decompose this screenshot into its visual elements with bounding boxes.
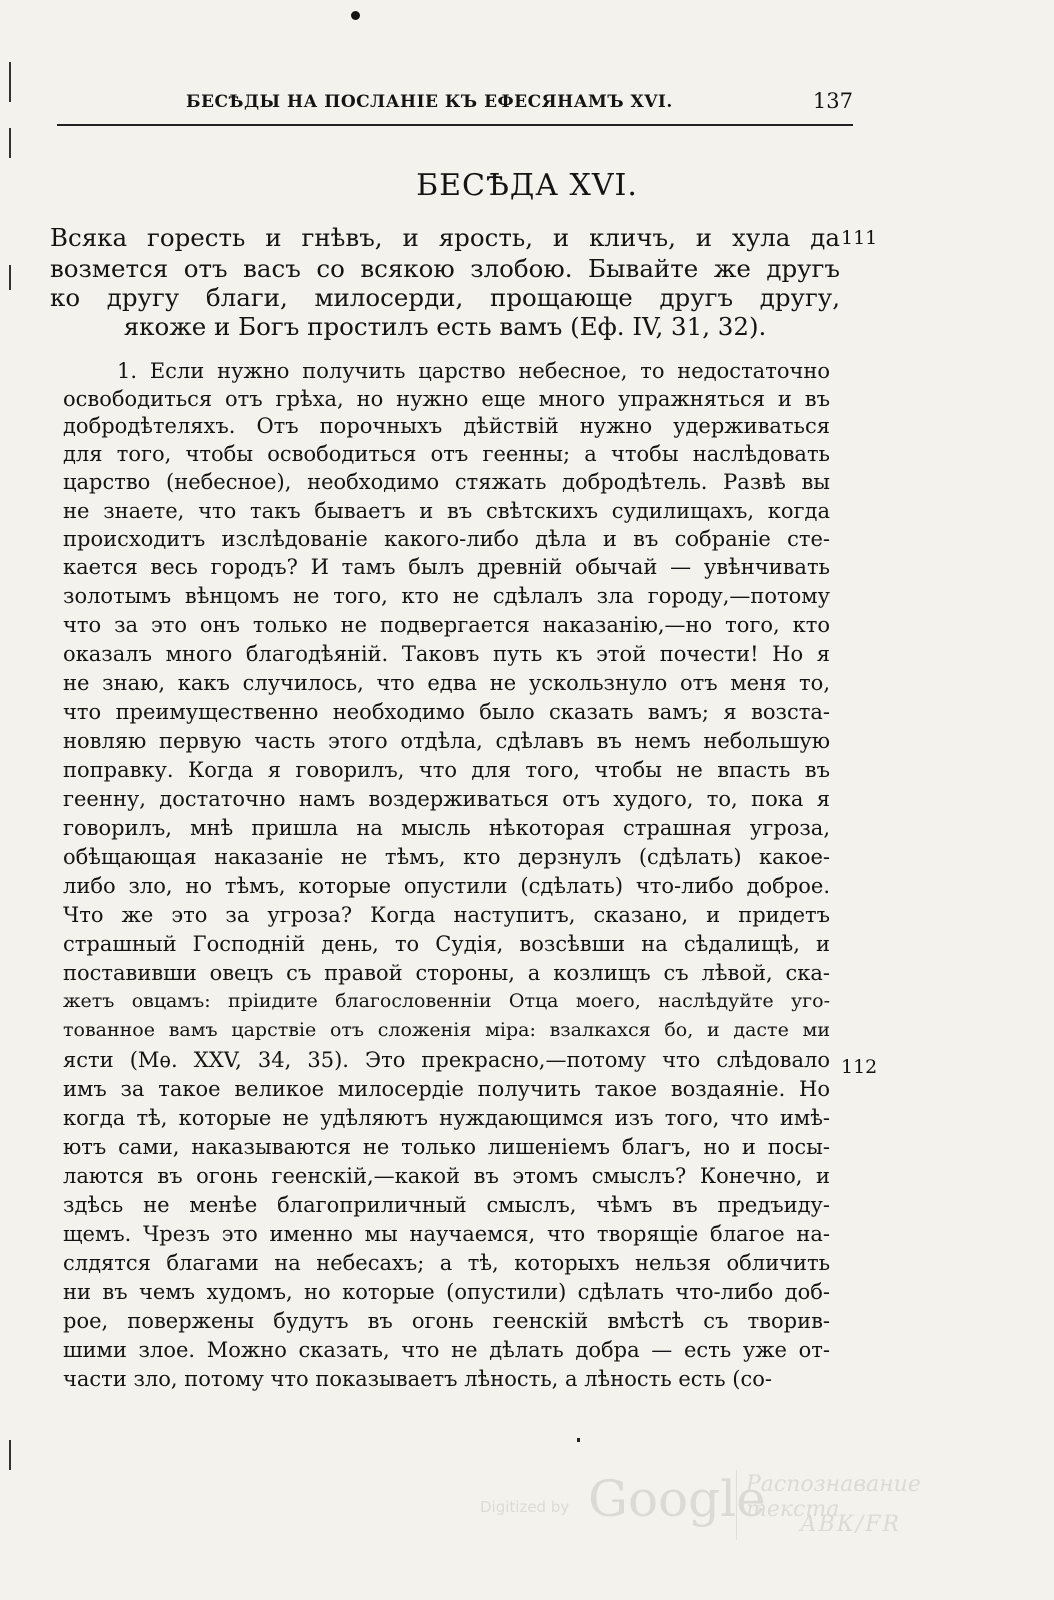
text-line: щемъ. Чрезъ это именно мы научаемся, что творящіе благое на- — [63, 1222, 830, 1246]
page-number: 137 — [812, 89, 853, 113]
epigraph-line: возмется отъ васъ со всякою злобою. Бывайте же другъ — [50, 254, 840, 283]
text-line: страшный Господній день, то Судія, возсѣвши на сѣдалищѣ, и — [63, 932, 830, 956]
text-line: говорилъ, мнѣ пришла на мысль нѣкоторая страшная угроза, — [63, 816, 830, 840]
text-line: поправку. Когда я говорилъ, что для того, чтобы не впасть въ — [63, 758, 830, 782]
text-line: лаются въ огонь геенскій,—какой въ этомъ смыслъ? Конечно, и — [63, 1164, 830, 1188]
text-line: царство (небесное), необходимо стяжать добродѣтель. Развѣ вы — [63, 470, 830, 494]
margin-number: 111 — [841, 227, 878, 249]
text-line: слдятся благами на небесахъ; а тѣ, которыхъ нельзя обличить — [63, 1251, 830, 1275]
text-line: золотымъ вѣнцомъ не того, кто не сдѣлалъ зла городу,—потому — [63, 584, 830, 608]
text-line: когда тѣ, которые не удѣляютъ нуждающимся изъ того, что имѣ- — [63, 1106, 830, 1130]
text-line: геенну, достаточно намъ воздерживаться отъ худого, то, пока я — [63, 787, 830, 811]
digitization-watermark — [480, 1460, 1020, 1550]
ink-dot — [351, 11, 360, 20]
text-line: рое, повержены будутъ въ огонь геенскій вмѣстѣ съ творив- — [63, 1309, 830, 1333]
text-line: ни въ чемъ худомъ, но которые (опустили) сдѣлать что-либо доб- — [63, 1280, 830, 1304]
text-line: происходитъ изслѣдованіе какого-либо дѣла и въ собраніе сте- — [63, 527, 830, 551]
watermark-digitized-by: Digitized by — [480, 1498, 570, 1516]
text-line: либо зло, но тѣмъ, которые опустили (сдѣлать) что-либо доброе. — [63, 874, 830, 898]
running-head — [186, 89, 853, 122]
text-line: поставивши овецъ съ правой стороны, а козлищъ съ лѣвой, ска- — [63, 961, 830, 985]
margin-number: 112 — [841, 1056, 878, 1078]
text-line: жетъ овцамъ: пріидите благословеннiи Отца моего, наслѣдуйте уго- — [63, 990, 830, 1012]
text-line: кается весь городъ? И тамъ былъ древній обычай — увѣнчивать — [63, 555, 830, 579]
header-rule — [57, 124, 853, 126]
scan-edge-mark — [9, 1440, 11, 1470]
scan-edge-mark — [9, 62, 11, 102]
text-line: 1. Если нужно получить царство небесное, то недостаточно — [117, 359, 830, 383]
text-line: оказалъ много благодѣяній. Таковъ путь къ этой почести! Но я — [63, 642, 830, 666]
chapter-heading: БЕСѢДА XVI. — [416, 168, 638, 203]
text-line: добродѣтеляхъ. Отъ порочныхъ дѣйствій нужно удерживаться — [63, 414, 830, 438]
watermark-divider — [736, 1470, 737, 1540]
text-line: ясти (Мѳ. XXV, 34, 35). Это прекрасно,—потому что слѣдовало — [63, 1048, 830, 1072]
epigraph-line: ко другу благи, милосерди, прощающе другъ другу, — [50, 283, 840, 312]
text-line: части зло, потому что показываетъ лѣность, а лѣность есть (со- — [63, 1367, 772, 1391]
running-head-title: БЕСѢДЫ НА ПОСЛАНІЕ КЪ ЕФЕСЯНАМЪ XVI. — [186, 92, 673, 112]
text-line: Что же это за угроза? Когда наступитъ, сказано, и придетъ — [63, 903, 830, 927]
text-line: имъ за такое великое милосердіе получить такое воздаяніе. Но — [63, 1077, 830, 1101]
text-line: не знаете, что такъ бываетъ и въ свѣтскихъ судилищахъ, когда — [63, 499, 830, 523]
text-line: новляю первую часть этого отдѣла, сдѣлавъ въ немъ небольшую — [63, 729, 830, 753]
text-line: тованное вамъ царствіе отъ сложенія міра: взалкахся бо, и дасте ми — [63, 1019, 830, 1041]
ink-speck — [577, 1438, 580, 1442]
text-line: не знаю, какъ случилось, что едва не ускользнуло отъ меня то, — [63, 671, 830, 695]
watermark-abk: АВК/FR — [800, 1512, 902, 1537]
watermark-recognition: Распознавание текста — [746, 1472, 921, 1522]
epigraph-line: якоже и Богъ простилъ есть вамъ (Еф. IV, 31, 32). — [123, 312, 767, 341]
epigraph-line: Всяка горесть и гнѣвъ, и ярость, и кличъ, и хула да — [50, 223, 840, 252]
text-line: для того, чтобы освободиться отъ геенны; а чтобы наслѣдовать — [63, 442, 830, 466]
text-line: что преимущественно необходимо было сказать вамъ; я возста- — [63, 700, 830, 724]
text-line: шими злое. Можно сказать, что не дѣлать добра — есть уже от- — [63, 1338, 830, 1362]
text-line: здѣсь не менѣе благоприличный смыслъ, чѣмъ въ предъиду- — [63, 1193, 830, 1217]
text-line: что за это онъ только не подвергается наказанію,—но того, кто — [63, 613, 830, 637]
text-line: обѣщающая наказаніе не тѣмъ, кто дерзнулъ (сдѣлать) какое- — [63, 845, 830, 869]
text-line: ютъ сами, наказываются не только лишеніемъ благъ, но и посы- — [63, 1135, 830, 1159]
text-line: освободиться отъ грѣха, но нужно еще много упражняться и въ — [63, 387, 830, 411]
scan-edge-mark — [9, 265, 11, 290]
google-logo: Google — [588, 1470, 766, 1528]
scan-edge-mark — [9, 128, 11, 158]
